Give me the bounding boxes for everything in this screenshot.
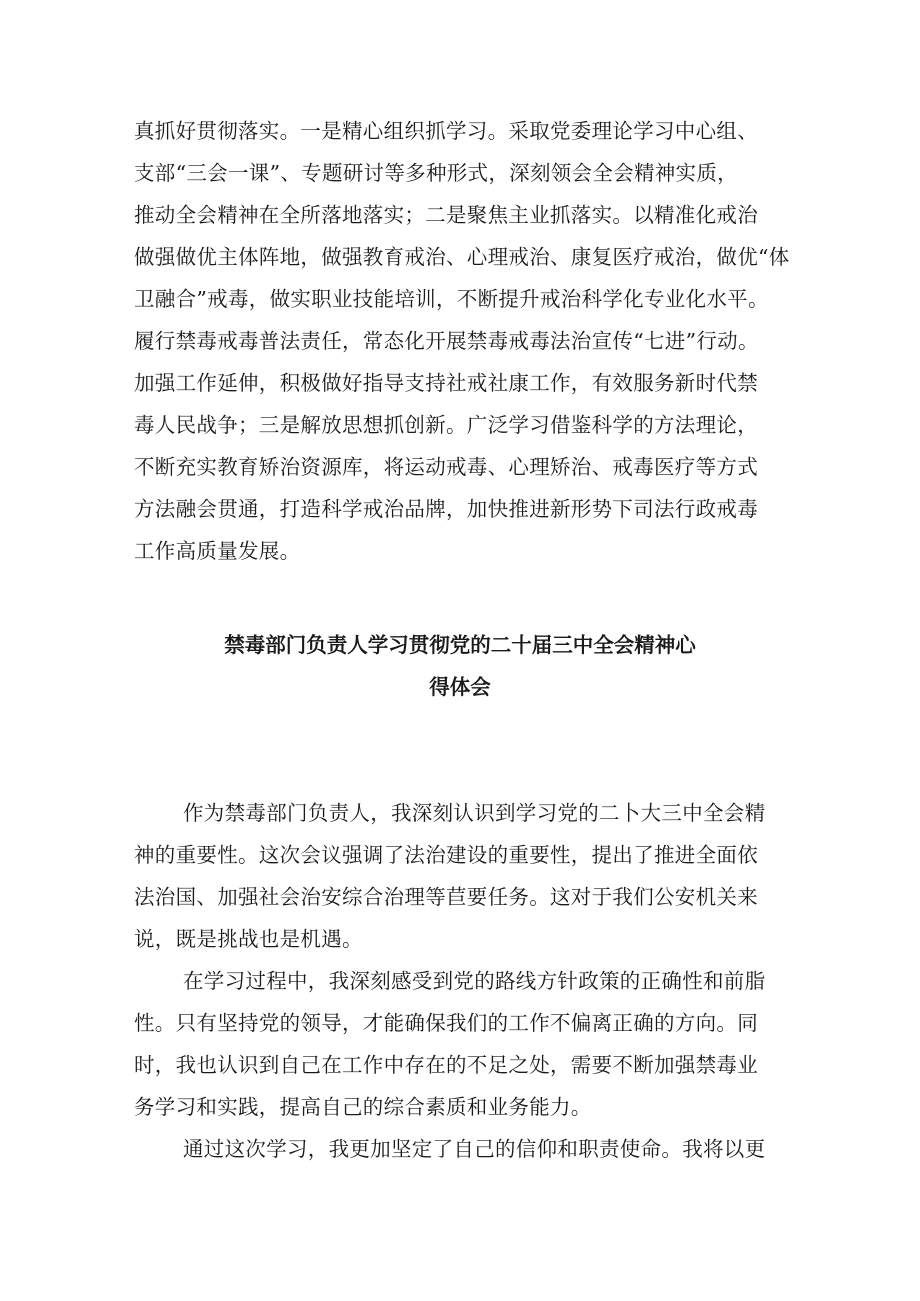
paragraph-line: 务学习和实践，提高自己的综合素质和业务能力。 bbox=[134, 1095, 592, 1119]
paragraph-line: 做强做优主体阵地，做强教育戒治、心理戒治、康复医疗戒治，做优“体 bbox=[134, 245, 790, 269]
paragraph-line: 履行禁毒戒毒普法责任，常态化开展禁毒戒毒法治宣传“七进”行动。 bbox=[134, 329, 759, 353]
paragraph-line: 方法融会贯通，打造科学戒治品牌，加快推进新形势下司法行政戒毒 bbox=[134, 497, 758, 521]
paragraph-line: 加强工作延伸，积极做好指导支持社戒社康工作，有效服务新时代禁 bbox=[134, 371, 758, 395]
paragraph-line: 工作高质量发展。 bbox=[134, 539, 301, 563]
article-title-line1: 禁毒部门负责人学习贯彻党的二十届三中全会精神心 bbox=[224, 633, 696, 657]
paragraph-line: 说，既是挑战也是机遇。 bbox=[134, 927, 363, 951]
paragraph-line: 推动全会精神在全所落地落实；二是聚焦主业抓落实。以精准化戒治 bbox=[134, 203, 758, 227]
paragraph-line: 法治国、加强社会治安综合治理等苣要任务。这对于我们公安机关来 bbox=[134, 885, 758, 909]
paragraph-line: 在学习过程中，我深刻感受到党的路线方针政策的正确性和前脂 bbox=[183, 969, 766, 993]
paragraph-line: 性。只有坚持党的领导，才能确保我们的工作不偏离正确的方向。同 bbox=[134, 1011, 758, 1035]
paragraph-line: 毒人民战争；三是解放思想抓创新。广泛学习借鉴科学的方法理论， bbox=[134, 413, 758, 437]
paragraph-line: 不断充实教育矫治资源库，将运动戒毒、心理矫治、戒毒医疗等方式 bbox=[134, 455, 758, 479]
paragraph-line: 卫融合”戒毒，做实职业技能培训，不断提升戒治科学化专业化水平。 bbox=[134, 287, 769, 311]
paragraph-line: 真抓好贯彻落实。一是精心组织抓学习。采取党委理论学习中心组、 bbox=[134, 119, 758, 143]
paragraph-line: 神的重要性。这次会议强调了法治建设的重要性，提出了推进全面依 bbox=[134, 843, 758, 867]
paragraph-line: 作为禁毒部门负责人，我深刻认识到学习党的二卜大三中全会精 bbox=[183, 801, 766, 825]
paragraph-line: 支部“三会一课”、专题研讨等多种形式，深刻领会全会精神实质， bbox=[134, 161, 738, 185]
article-title-line2: 得体会 bbox=[429, 675, 491, 699]
paragraph-line: 通过这次学习，我更加坚定了自己的信仰和职责使命。我将以更 bbox=[183, 1137, 766, 1161]
paragraph-line: 时，我也认识到自己在工作中存在的不足之处，需要不断加强禁毒业 bbox=[134, 1053, 758, 1077]
